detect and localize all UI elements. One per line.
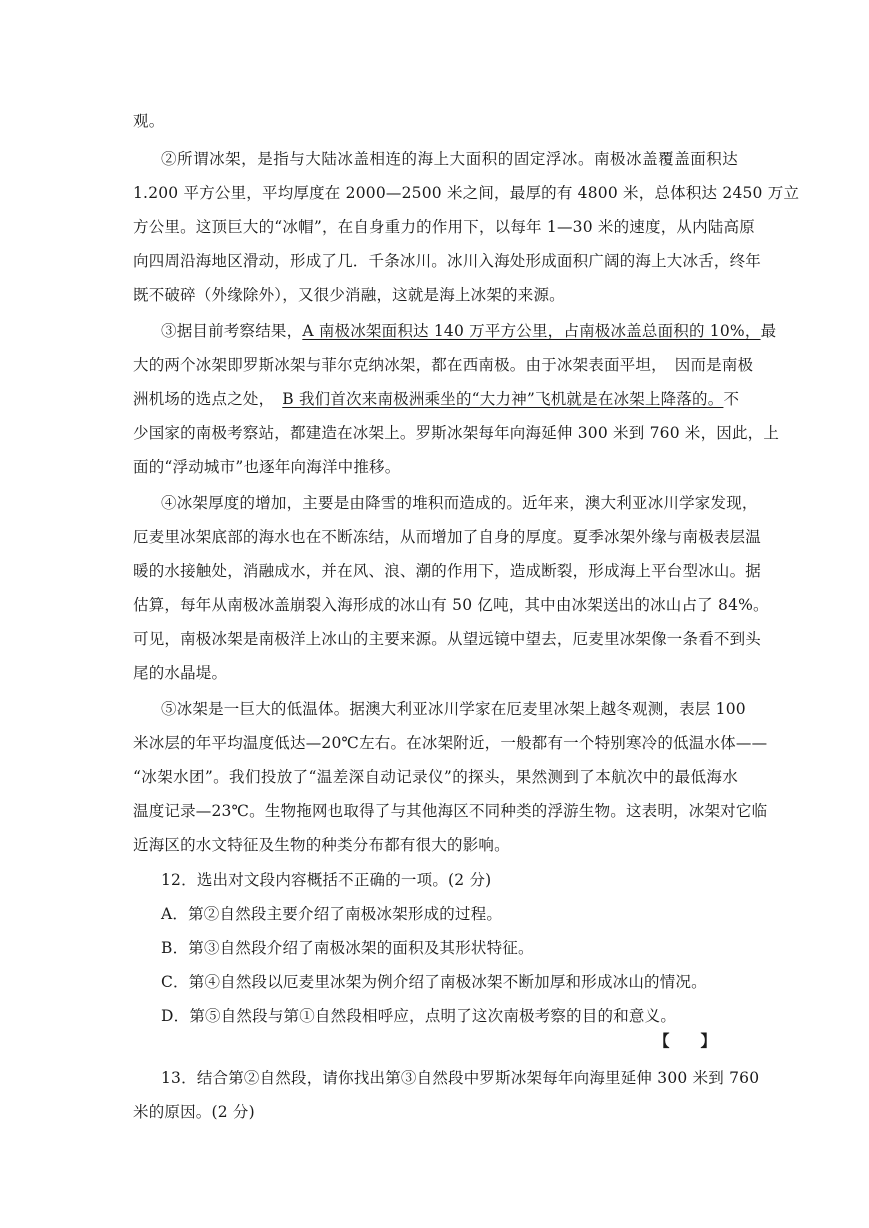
question-13-stem: 13．结合第②自然段，请你找出第③自然段中罗斯冰架每年向海里延伸 300 米到 760: [161, 1069, 760, 1087]
paragraph-4-line: ④冰架厚度的增加，主要是由降雪的堆积而造成的。近年来，澳大利亚冰川学家发现，: [161, 494, 758, 512]
paragraph-4-line: 暖的水接触处，消融成水，并在风、浪、潮的作用下，造成断裂，形成海上平台型冰山。据: [133, 562, 762, 580]
paragraph-4-line: 尾的水晶堤。: [133, 664, 228, 682]
question-12-option-d: D．第⑤自然段与第①自然段相呼应，点明了这次南极考察的目的和意义。: [161, 1007, 677, 1025]
paragraph-3-line: 少国家的南极考察站，都建造在冰架上。罗斯冰架每年向海延伸 300 米到 760 米，因此，上: [133, 424, 780, 442]
paragraph-5-line: ⑤冰架是一巨大的低温体。据澳大利亚冰川学家在厄麦里冰架上越冬观测，表层 100: [161, 700, 746, 718]
underlined-sentence-b: B 我们首次来南极洲乘坐的“大力神”飞机就是在冰架上降落的。: [282, 390, 724, 408]
underlined-sentence-a: A 南极冰架面积达 140 万平方公里，占南极冰盖总面积的 10%，: [302, 322, 761, 340]
question-12-option-b: B．第③自然段介绍了南极冰架的面积及其形状特征。: [161, 939, 534, 957]
paragraph-2-line: 1.200 平方公里，平均厚度在 2000—2500 米之间，最厚的有 4800 米，总体积达 2450 万立: [133, 184, 800, 202]
paragraph-4-line: 估算，每年从南极冰盖崩裂入海形成的冰山有 50 亿吨，其中由冰架送出的冰山占了 84%。: [133, 596, 769, 614]
paragraph-3-line: [133, 389, 738, 409]
paragraph-2-line: 既不破碎（外缘除外），又很少消融，这就是海上冰架的来源。: [133, 286, 565, 304]
paragraph-3-text: 洲机场的选点之处，: [133, 390, 283, 408]
paragraph-5-line: 温度记录—23℃。生物拖网也取得了与其他海区不同种类的浮游生物。这表明，冰架对它临: [133, 802, 768, 820]
paragraph-3-text: 最: [760, 322, 777, 340]
paragraph-2-line: 方公里。这顶巨大的“冰帽”，在自身重力的作用下，以每年 1—30 米的速度，从内陆高原: [133, 218, 755, 236]
paragraph-2-line: 向四周沿海地区滑动，形成了几．千条冰川。冰川入海处形成面积广阔的海上大冰舌，终年: [133, 252, 762, 270]
paragraph-3-line: 大的两个冰架即罗斯冰架与菲尔克纳冰架，都在西南极。由于冰架表面平坦， 因而是南极: [133, 356, 754, 374]
paragraph-2-line: ②所谓冰架，是指与大陆冰盖相连的海上大面积的固定浮冰。南极冰盖覆盖面积达: [161, 150, 738, 168]
paragraph-5-line: 近海区的水文特征及生物的种类分布都有很大的影响。: [133, 836, 510, 854]
paragraph-3-line: 面的“浮动城市”也逐年向海洋中推移。: [133, 458, 401, 476]
paragraph-3-line: [161, 321, 777, 341]
answer-bracket: 【 】: [654, 1031, 717, 1050]
paragraph-1-end: 观。: [133, 112, 165, 130]
question-12-option-c: C．第④自然段以厄麦里冰架为例介绍了南极冰架不断加厚和形成冰山的情况。: [161, 973, 707, 991]
paragraph-4-line: 厄麦里冰架底部的海水也在不断冻结，从而增加了自身的厚度。夏季冰架外缘与南极表层温: [133, 528, 762, 546]
paragraph-3-text: ③据目前考察结果，: [161, 322, 303, 340]
paragraph-3-text: 不: [723, 390, 740, 408]
paragraph-5-line: “冰架水团”。我们投放了“温差深自动记录仪”的探头，果然测到了本航次中的最低海水: [133, 768, 738, 786]
question-13-stem: 米的原因。(2 分): [133, 1103, 255, 1121]
paragraph-4-line: 可见，南极冰架是南极洋上冰山的主要来源。从望远镜中望去，厄麦里冰架像一条看不到头: [133, 630, 762, 648]
question-12-option-a: A．第②自然段主要介绍了南极冰架形成的过程。: [161, 905, 503, 923]
question-12-stem: 12．选出对文段内容概括不正确的一项。(2 分): [161, 871, 492, 889]
paragraph-5-line: 米冰层的年平均温度低达—20℃左右。在冰架附近，一般都有一个特别寒冷的低温水体——: [133, 734, 768, 752]
